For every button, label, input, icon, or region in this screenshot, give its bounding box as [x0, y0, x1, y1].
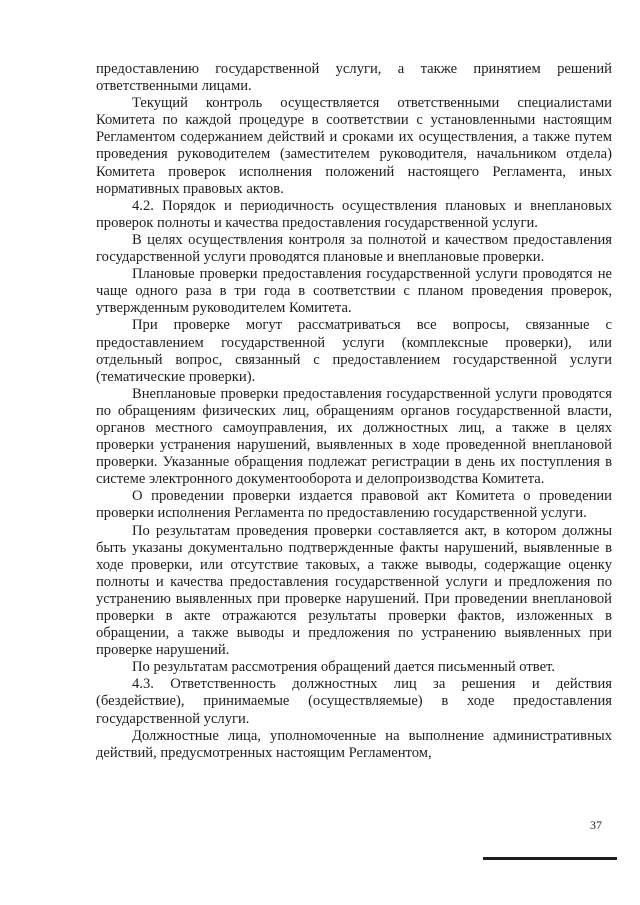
- body-text: [96, 61, 612, 762]
- paragraph: Должностные лица, уполномоченные на выполнение административных действий, предусмотренных настоящим Регламентом,: [96, 727, 612, 761]
- paragraph: Внеплановые проверки предоставления государственной услуги проводятся по обращениям физических лиц, обращениям органов государственной власти, органов местного самоуправления, их должностных лиц, а также в целях проверки устранения нарушений, выявленных в ходе проведенной внеплановой проверки. Указанные обращения подлежат регистрации в день их поступления в системе электронного документооборота и делопроизводства Комитета.: [96, 385, 612, 488]
- paragraph: предоставлению государственной услуги, а также принятием решений ответственными лицами.: [96, 61, 612, 95]
- paragraph: О проведении проверки издается правовой акт Комитета о проведении проверки исполнения Регламента по предоставлению государственной услуги.: [96, 488, 612, 522]
- bottom-rule: [483, 857, 617, 860]
- paragraph: По результатам рассмотрения обращений дается письменный ответ.: [132, 659, 555, 676]
- paragraph: Текущий контроль осуществляется ответственными специалистами Комитета по каждой процедуре в соответствии с установленными настоящим Регламентом содержанием действий и сроками их осуществления, а также путем проведения руководителем (заместителем руководителя, начальником отдела) Комитета проверок исполнения положений настоящего Регламента, иных нормативных правовых актов.: [96, 95, 612, 197]
- paragraph: По результатам проведения проверки составляется акт, в котором должны быть указаны документально подтвержденные факты нарушений, выявленные в ходе проверки, или отсутствие таковых, а также выводы, содержащие оценку полноты и качества предоставления государственной услуги и предложения по устранению выявленных при проверке нарушений. При проведении внеплановой проверки в акте отражаются результаты проверки фактов, изложенных в обращении, а также выводы и предложения по устранению выявленных при проверке нарушений.: [96, 522, 612, 659]
- section-heading-4-3: 4.3. Ответственность должностных лиц за решения и действия (бездействие), принимаемые (осуществляемые) в ходе предоставления государственной услуги.: [96, 676, 612, 727]
- paragraph: В целях осуществления контроля за полнотой и качеством предоставления государственной услуги проводятся плановые и внеплановые проверки.: [96, 231, 612, 266]
- paragraph: Плановые проверки предоставления государственной услуги проводятся не чаще одного раза в три года в соответствии с планом проведения проверок, утвержденным руководителем Комитета.: [96, 266, 612, 317]
- section-heading-4-2: 4.2. Порядок и периодичность осуществления плановых и внеплановых проверок полноты и качества предоставления государственной услуги.: [96, 197, 612, 231]
- page-number: 37: [590, 818, 602, 832]
- paragraph: При проверке могут рассматриваться все вопросы, связанные с предоставлением государственной услуги (комплексные проверки), или отдельный вопрос, связанный с предоставлением государственной услуги (тематические проверки).: [96, 317, 612, 385]
